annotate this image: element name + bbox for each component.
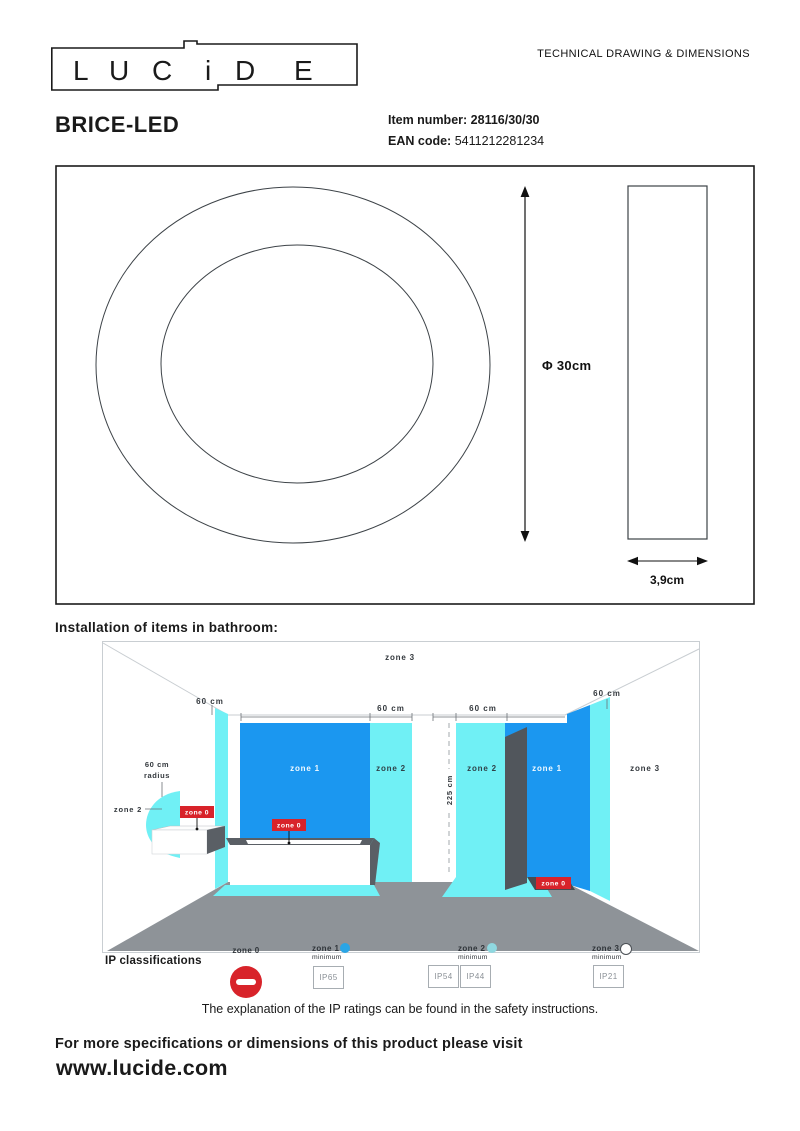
installation-heading: Installation of items in bathroom: xyxy=(55,620,279,635)
ip-zone3-label: zone 3 xyxy=(592,944,620,953)
ip-rating-ip65: IP65 xyxy=(313,966,344,989)
item-number-row xyxy=(388,110,544,131)
zone2-wall-panel-right xyxy=(456,723,507,882)
zone3-wall-label: zone 3 xyxy=(630,764,660,773)
lucide-logo xyxy=(51,40,362,92)
washbasin xyxy=(152,826,225,854)
shower-wall xyxy=(505,727,527,890)
zone2-basin-label: zone 2 xyxy=(113,805,143,814)
logo-letter-d: D xyxy=(235,55,256,86)
zone2-label-right: zone 2 xyxy=(467,764,497,773)
footer-url: www.lucide.com xyxy=(56,1056,228,1080)
product-name: BRICE-LED xyxy=(55,112,180,137)
sixty-cm-label-2: 60 cm xyxy=(377,704,405,713)
zone1-label-right: zone 1 xyxy=(532,764,562,773)
item-number-value: 28116/30/30 xyxy=(470,113,540,127)
zone2-sidewall-strip-right xyxy=(590,697,610,901)
sixty-cm-label-3: 60 cm xyxy=(469,704,497,713)
zone2-label-left: zone 2 xyxy=(376,764,406,773)
doc-type-title: TECHNICAL DRAWING & DIMENSIONS xyxy=(537,48,750,60)
logo-letter-e: E xyxy=(294,55,313,86)
ean-label: EAN code: xyxy=(388,134,452,148)
sixty-cm-label-4: 60 cm xyxy=(593,689,621,698)
ip-zone2-label: zone 2 xyxy=(458,944,486,953)
no-entry-icon xyxy=(230,966,262,998)
footer-text: For more specifications or dimensions of this product please visit xyxy=(55,1036,523,1052)
ip-zone1-minimum: minimum xyxy=(312,954,342,961)
zone1-dot-icon xyxy=(340,943,350,953)
bathtub xyxy=(226,838,380,885)
item-number-label: Item number: xyxy=(388,113,468,127)
ean-row xyxy=(388,131,544,152)
radius-label-word: radius xyxy=(143,771,171,780)
ip-zone1-label: zone 1 xyxy=(312,944,340,953)
ip-zone3-minimum: minimum xyxy=(592,954,622,961)
ip-rating-ip44: IP44 xyxy=(460,965,491,988)
svg-text:zone 0: zone 0 xyxy=(184,809,210,817)
product-codes xyxy=(388,110,544,152)
logo-letters xyxy=(73,55,313,86)
logo-letter-u: U xyxy=(109,55,130,86)
zone2-sidewall-strip-left xyxy=(215,708,228,889)
logo-letter-l: L xyxy=(73,55,89,86)
ean-value: 5411212281234 xyxy=(454,134,545,148)
svg-text:zone 0: zone 0 xyxy=(276,822,302,830)
logo-letter-c: C xyxy=(152,55,173,86)
zone1-sidewall-strip xyxy=(567,705,590,891)
depth-label: 3,9cm xyxy=(649,573,685,587)
sixty-cm-label-1: 60 cm xyxy=(196,697,224,706)
zone2-floor-strip-bathtub xyxy=(213,885,380,896)
svg-text:zone 0: zone 0 xyxy=(541,880,566,888)
bathroom-diagram xyxy=(102,641,700,953)
fixture-side-view xyxy=(628,186,707,539)
zone3-ceiling-label: zone 3 xyxy=(385,653,415,662)
radius-label-value: 60 cm xyxy=(144,760,170,769)
height-label: 225 cm xyxy=(445,774,454,806)
logo-letter-i: i xyxy=(205,55,212,86)
ip-rating-ip54: IP54 xyxy=(428,965,459,988)
ip-zone0-label: zone 0 xyxy=(232,946,260,955)
diameter-label: Φ 30cm xyxy=(542,358,592,373)
technical-drawing xyxy=(55,165,755,605)
ip-note: The explanation of the IP ratings can be found in the safety instructions. xyxy=(201,1002,599,1016)
ip-zone2-minimum: minimum xyxy=(458,954,488,961)
zone1-label-left: zone 1 xyxy=(290,764,320,773)
ip-rating-ip21: IP21 xyxy=(593,965,624,988)
ip-classifications-title: IP classifications xyxy=(105,955,202,967)
zone2-dot-icon xyxy=(487,943,497,953)
